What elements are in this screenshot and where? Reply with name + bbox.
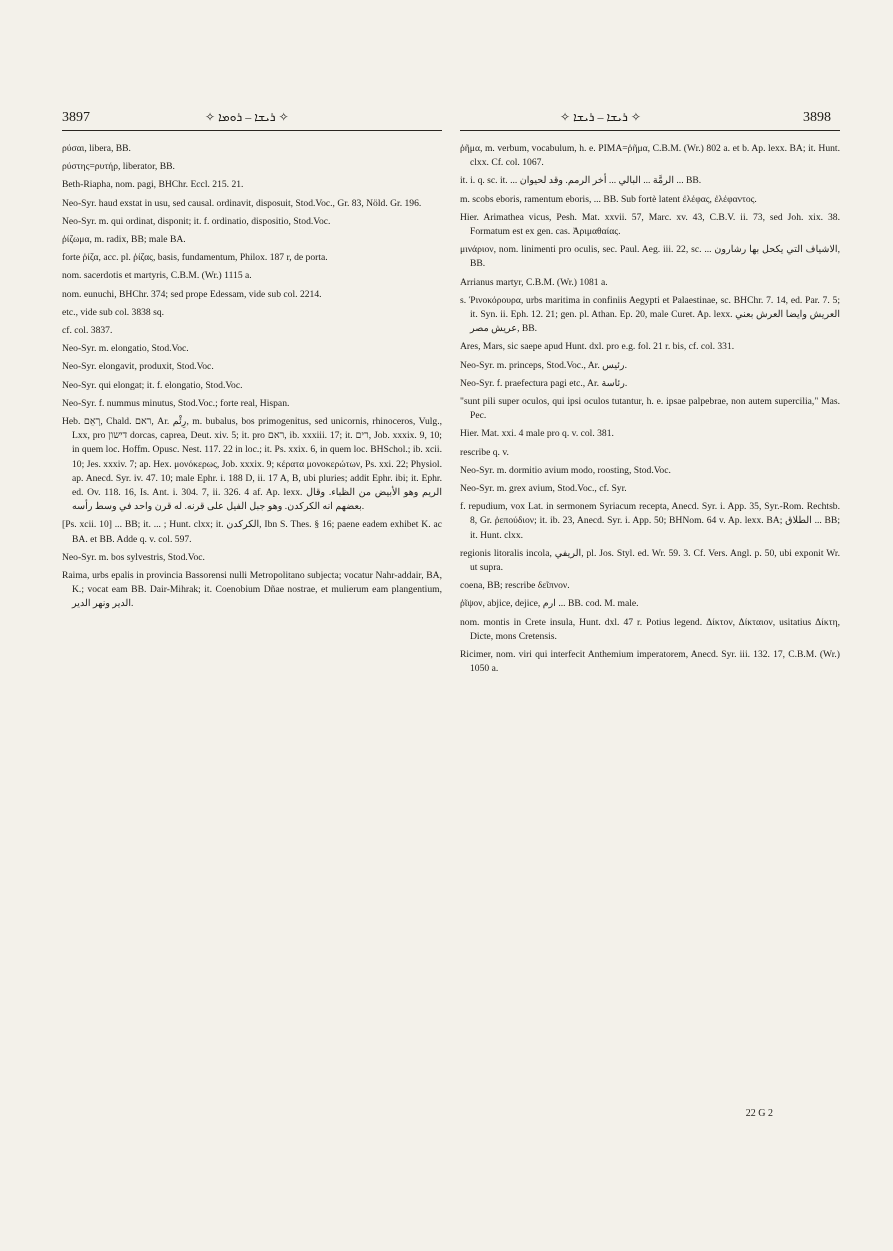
- entry: ρύστης=ρυτήρ, liberator, BB.: [62, 161, 175, 173]
- entry: nom. sacerdotis et martyris, C.B.M. (Wr.) 1115 a.: [62, 270, 252, 282]
- right-running-head: ✧ ܪܝܫܐ – ܪܝܫܐ ✧: [560, 110, 641, 124]
- entry: etc., vide sub col. 3838 sq.: [62, 306, 165, 318]
- entry: Ricimer, nom. viri qui interfecit Anthemium imperatorem, Anecd. Syr. iii. 132. 17, C.B.M. (Wr.) 1050 a.: [460, 649, 840, 675]
- entry: Ares, Mars, sic saepe apud Hunt. dxl. pro e.g. fol. 21 r. bis, cf. col. 331.: [460, 341, 735, 353]
- entry: Neo-Syr. elongavit, produxit, Stod.Voc.: [62, 361, 214, 373]
- entry: Hier. Arimathea vicus, Pesh. Mat. xxvii. 57, Marc. xv. 43, C.B.V. ii. 73, sed Joh. xix. 38. Formatum est ex gen. cas. Ἀριμαθαίας.: [460, 211, 840, 238]
- entry: Arrianus martyr, C.B.M. (Wr.) 1081 a.: [460, 276, 608, 288]
- signature-mark: 22 G 2: [745, 1108, 773, 1119]
- entry: it. i. q. sc. it. ... الرمَّة ... البالي ... أخر الرمم. وقد لحيوان ... BB.: [460, 175, 702, 187]
- right-header-rule: [460, 130, 840, 131]
- entry: Raima, urbs epalis in provincia Bassorensi nulli Metropolitano subjecta; vocatur Nahr-addair, BA, K.; vocat eam BB. Dair-Mihrak; it. Coenobium Dñae nostrae, et mulierum eam plangentium, الدير ونهر الدير.: [62, 570, 442, 610]
- entry: Heb. רְאֵם, Chald. ראם, Ar. رِئْم, m. bubalus, bos primogenitus, sed unicornis, rhinoceros, Vulg., Lxx, pro דישון dorcas, caprea, Deut. xiv. 5; it. pro ראם, ib. xxxiii. 17; it. רים, Job. xxxix. 9, 10; in quem loc. Hoffm. Opusc. Nest. 117. 22 in loc.; it. Ps. xxix. 6, in quem loc. BHSchol.; ib. xcii. 10; Jes. xxxiv. 7; ap. Hex. μονόκερως, Job. xxxix. 9; κέρατα μονοκερώτων, Ps. xxi. 22; Physiol. ap. Anecd. Syr. iv. 47. 10; male Ephr. i. 188 D, ii. 17 A, B, ubi pluries; addit Ephr. ibi; it. Ephr. ed. Ov. 118. 16, Is. Ant. i. 304. 7, ii. 326. 4 af. Ap. lexx. الريم وهو الأبيض من الظباء. وقال بعضهم انه الكركدن. وهو جبل الفيل على قرنه. له قرن واحد في وسط رأسه.: [62, 416, 442, 513]
- entry: forte ῥίζα, acc. pl. ῥίζας, basis, fundamentum, Philox. 187 r, de porta.: [62, 252, 328, 264]
- entry: Hier. Mat. xxi. 4 male pro q. v. col. 381.: [460, 428, 614, 440]
- entry: Neo-Syr. m. qui ordinat, disponit; it. f. ordinatio, dispositio, Stod.Voc.: [62, 215, 331, 227]
- entry: m. scobs eboris, ramentum eboris, ... BB. Sub fortè latent ἐλέφας, ἐλέφαντος.: [460, 193, 757, 205]
- left-column: [62, 142, 442, 616]
- entry: cf. col. 3837.: [62, 325, 113, 337]
- entry: Neo-Syr. qui elongat; it. f. elongatio, Stod.Voc.: [62, 379, 243, 391]
- right-column: [460, 142, 840, 681]
- entry: nom. montis in Crete insula, Hunt. dxl. 47 r. Potius legend. Δίκτον, Δίκταιον, usitatius Δίκτη, Dicte, mons Cretensis.: [460, 616, 840, 642]
- entry: ῥῖψον, abjice, dejice, ارم ... BB. cod. M. male.: [460, 598, 639, 610]
- entry: rescribe q. v.: [460, 446, 509, 458]
- entry: coena, BB; rescribe δεῖπνον.: [460, 580, 570, 592]
- left-running-head: ✧ ܪܝܫܐ – ܪܘܡܐ ✧: [205, 110, 289, 124]
- entry: Neo-Syr. m. princeps, Stod.Voc., Ar. رئيس.: [460, 359, 627, 371]
- entry: regionis litoralis incola, الريفي, pl. Jos. Styl. ed. Wr. 59. 3. Cf. Vers. Angl. p. 50, ubi exponit Wr. ut supra.: [460, 547, 840, 574]
- entry: ῥίζωμα, m. radix, BB; male BA.: [62, 234, 186, 246]
- entry: Neo-Syr. m. dormitio avium modo, roosting, Stod.Voc.: [460, 464, 671, 476]
- entry: s. Ῥινοκόρουρα, urbs maritima in confiniis Aegypti et Palaestinae, sc. BHChr. 7. 14, ed. Par. 7. 5; it. Syn. ii. Eph. 12. 21; gen. pl. Athan. Ep. 20, male Curet. Ap. lexx. العريش وايضا العرش بعني عريش مصر, BB.: [460, 294, 840, 335]
- entry: [Ps. xcii. 10] ... BB; it. ... ; Hunt. clxx; it. الكركدن, Ibn S. Thes. § 16; paene eadem exhibet K. ac BA. et BB. Adde q. v. col. 597.: [62, 519, 442, 545]
- right-page-number: 3898: [803, 110, 831, 125]
- left-header-rule: [62, 130, 442, 131]
- entry: μινάριον, nom. linimenti pro oculis, sec. Paul. Aeg. iii. 22, sc. ... الاشياف التي يكحل بها رشارون, BB.: [460, 244, 840, 270]
- entry: Neo-Syr. m. bos sylvestris, Stod.Voc.: [62, 551, 205, 563]
- entry: Neo-Syr. haud exstat in usu, sed causal. ordinavit, disposuit, Stod.Voc., Gr. 83, Nöld. Gr. 196.: [62, 197, 422, 209]
- entry: nom. eunuchi, BHChr. 374; sed prope Edessam, vide sub col. 2214.: [62, 288, 322, 300]
- entry: f. repudium, vox Lat. in sermonem Syriacum recepta, Anecd. Syr. i. App. 35, Syr.-Rom. Rechtsb. 8, Gr. ῥεπούδιον; it. ib. 23, Anecd. Syr. i. App. 50; BHNom. 64 v. Ap. lexx. BA; الطلاق ... BB; it. Hunt. clxx.: [460, 501, 840, 541]
- entry: Neo-Syr. f. praefectura pagi etc., Ar. رئاسة.: [460, 377, 628, 389]
- entry: "sunt pili super oculos, qui ipsi oculos tutantur, h. e. ipsae palpebrae, non autem supercilia," Mas. Pec.: [460, 396, 840, 422]
- entry: Beth-Riapha, nom. pagi, BHChr. Eccl. 215. 21.: [62, 179, 244, 191]
- entry: ῥῆμα, m. verbum, vocabulum, h. e. PIMA=ῥῆμα, C.B.M. (Wr.) 802 a. et b. Ap. lexx. BA; it. Hunt. clxx. Cf. col. 1067.: [460, 143, 840, 169]
- left-page-number: 3897: [62, 110, 90, 125]
- entry: Neo-Syr. m. grex avium, Stod.Voc., cf. Syr.: [460, 483, 627, 495]
- entry: Neo-Syr. m. elongatio, Stod.Voc.: [62, 343, 189, 355]
- entry: Neo-Syr. f. nummus minutus, Stod.Voc.; forte real, Hispan.: [62, 397, 290, 409]
- entry: ρύσαι, libera, BB.: [62, 143, 131, 154]
